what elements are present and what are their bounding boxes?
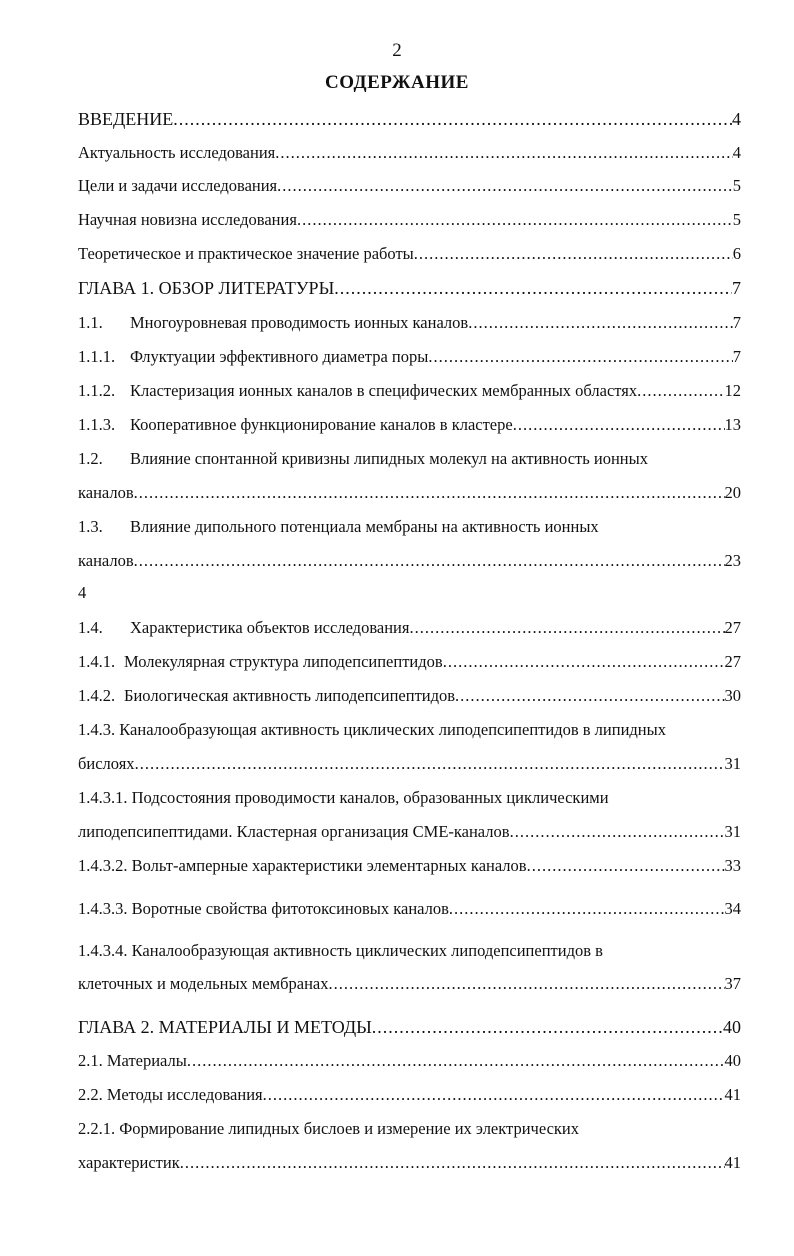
toc-entry: 1.4.2. Биологическая активность липодепсипептидов ..... 30 [78, 683, 741, 709]
toc-entry-chapter-2: ГЛАВА 2. МАТЕРИАЛЫ И МЕТОДЫ ..... 40 [78, 1014, 741, 1040]
toc-page: 12 [724, 381, 741, 400]
toc-number: 1.3. [78, 517, 103, 536]
toc-entry: 1.4.3. Каналообразующая активность циклических липодепсипептидов в липидных [78, 720, 666, 739]
toc-page: 5 [732, 176, 741, 195]
toc-page: 33 [724, 856, 741, 875]
toc-entry: Теоретическое и практическое значение работы ..... 6 [78, 241, 741, 267]
toc-number: 1.2. [78, 449, 103, 468]
toc-entry: 1.4.1. Молекулярная структура липодепсипептидов ..... 27 [78, 649, 741, 675]
toc-page: 20 [724, 483, 741, 502]
toc-page: 5 [732, 210, 741, 229]
toc-number: 1.1.1. [78, 347, 116, 366]
toc-entry: Цели и задачи исследования ..... 5 [78, 173, 741, 199]
toc-entry: 1.3. Влияние дипольного потенциала мембраны на активность ионных [78, 514, 741, 540]
toc-entry: 1.4.3.4. Каналообразующая активность циклических липодепсипептидов в [78, 941, 603, 960]
toc-entry: 1.4.3.3. Воротные свойства фитотоксиновых каналов ..... 34 [78, 896, 741, 922]
toc-page: 4 [732, 109, 741, 129]
toc-entry: 2.1. Материалы ..... 40 [78, 1048, 741, 1074]
toc-number: 1.1. [78, 313, 103, 332]
toc-page: 7 [732, 313, 741, 332]
toc-page: 34 [724, 899, 741, 918]
toc-entry-continuation: клеточных и модельных мембранах ..... 37 [78, 971, 741, 997]
toc-entry: 1.1.1. Флуктуации эффективного диаметра поры ..... 7 [78, 344, 741, 370]
toc-entry-continuation: липодепсипептидами. Кластерная организация СМЕ-каналов ..... 31 [78, 819, 741, 845]
toc-entry-continuation: каналов ..... 23 [78, 548, 741, 574]
toc-page: 13 [724, 415, 741, 434]
toc-page: 27 [724, 652, 741, 671]
toc-page: 31 [724, 754, 741, 773]
toc-entry-continuation: каналов ..... 20 [78, 480, 741, 506]
toc-entry-chapter-1: ГЛАВА 1. ОБЗОР ЛИТЕРАТУРЫ ..... 7 [78, 275, 741, 301]
toc-entry: 1.4. Характеристика объектов исследования ..... 27 [78, 615, 741, 641]
page-number: 2 [392, 40, 402, 61]
toc-entry: 2.2. Методы исследования ..... 41 [78, 1082, 741, 1108]
toc-entry: 1.1.2. Кластеризация ионных каналов в специфических мембранных областях ..... 12 [78, 378, 741, 404]
toc-entry: 2.2.1. Формирование липидных бислоев и измерение их электрических [78, 1119, 580, 1138]
toc-page: 27 [724, 618, 741, 637]
toc-page: 7 [732, 347, 741, 366]
toc-page: 41 [724, 1085, 741, 1104]
toc-entry: 1.1. Многоуровневая проводимость ионных каналов ..... 7 [78, 310, 741, 336]
toc-page: 40 [724, 1051, 741, 1070]
toc-number: 1.1.3. [78, 415, 116, 434]
toc-page: 6 [732, 244, 741, 263]
toc-page: 40 [723, 1017, 741, 1037]
toc-page: 37 [724, 974, 741, 993]
toc-entry-introduction: ВВЕДЕНИЕ ..... 4 [78, 106, 741, 132]
toc-title: СОДЕРЖАНИЕ [325, 72, 469, 93]
toc-entry: Актуальность исследования ..... 4 [78, 140, 741, 166]
toc-number: 1.4.2. [78, 686, 116, 705]
toc-entry-continuation: бислоях ..... 31 [78, 751, 741, 777]
toc-page: 31 [724, 822, 741, 841]
toc-page: 4 [732, 143, 741, 162]
toc-entry: 1.2. Влияние спонтанной кривизны липидных молекул на активность ионных [78, 446, 741, 472]
toc-entry-continuation: характеристик ..... 41 [78, 1150, 741, 1176]
toc-page: 23 [724, 551, 741, 570]
toc-entry: Научная новизна исследования ..... 5 [78, 207, 741, 233]
toc-entry: 1.4.3.2. Вольт-амперные характеристики элементарных каналов ..... 33 [78, 853, 741, 879]
stray-page-marker: 4 [78, 583, 87, 602]
toc-page: 41 [724, 1153, 741, 1172]
toc-number: 1.4. [78, 618, 103, 637]
toc-entry: 1.4.3.1. Подсостояния проводимости каналов, образованных циклическими [78, 788, 609, 807]
toc-entry: 1.1.3. Кооперативное функционирование каналов в кластере ..... 13 [78, 412, 741, 438]
toc-number: 1.1.2. [78, 381, 116, 400]
toc-number: 1.4.1. [78, 652, 116, 671]
toc-page: 30 [724, 686, 741, 705]
toc-page: 7 [732, 278, 741, 298]
